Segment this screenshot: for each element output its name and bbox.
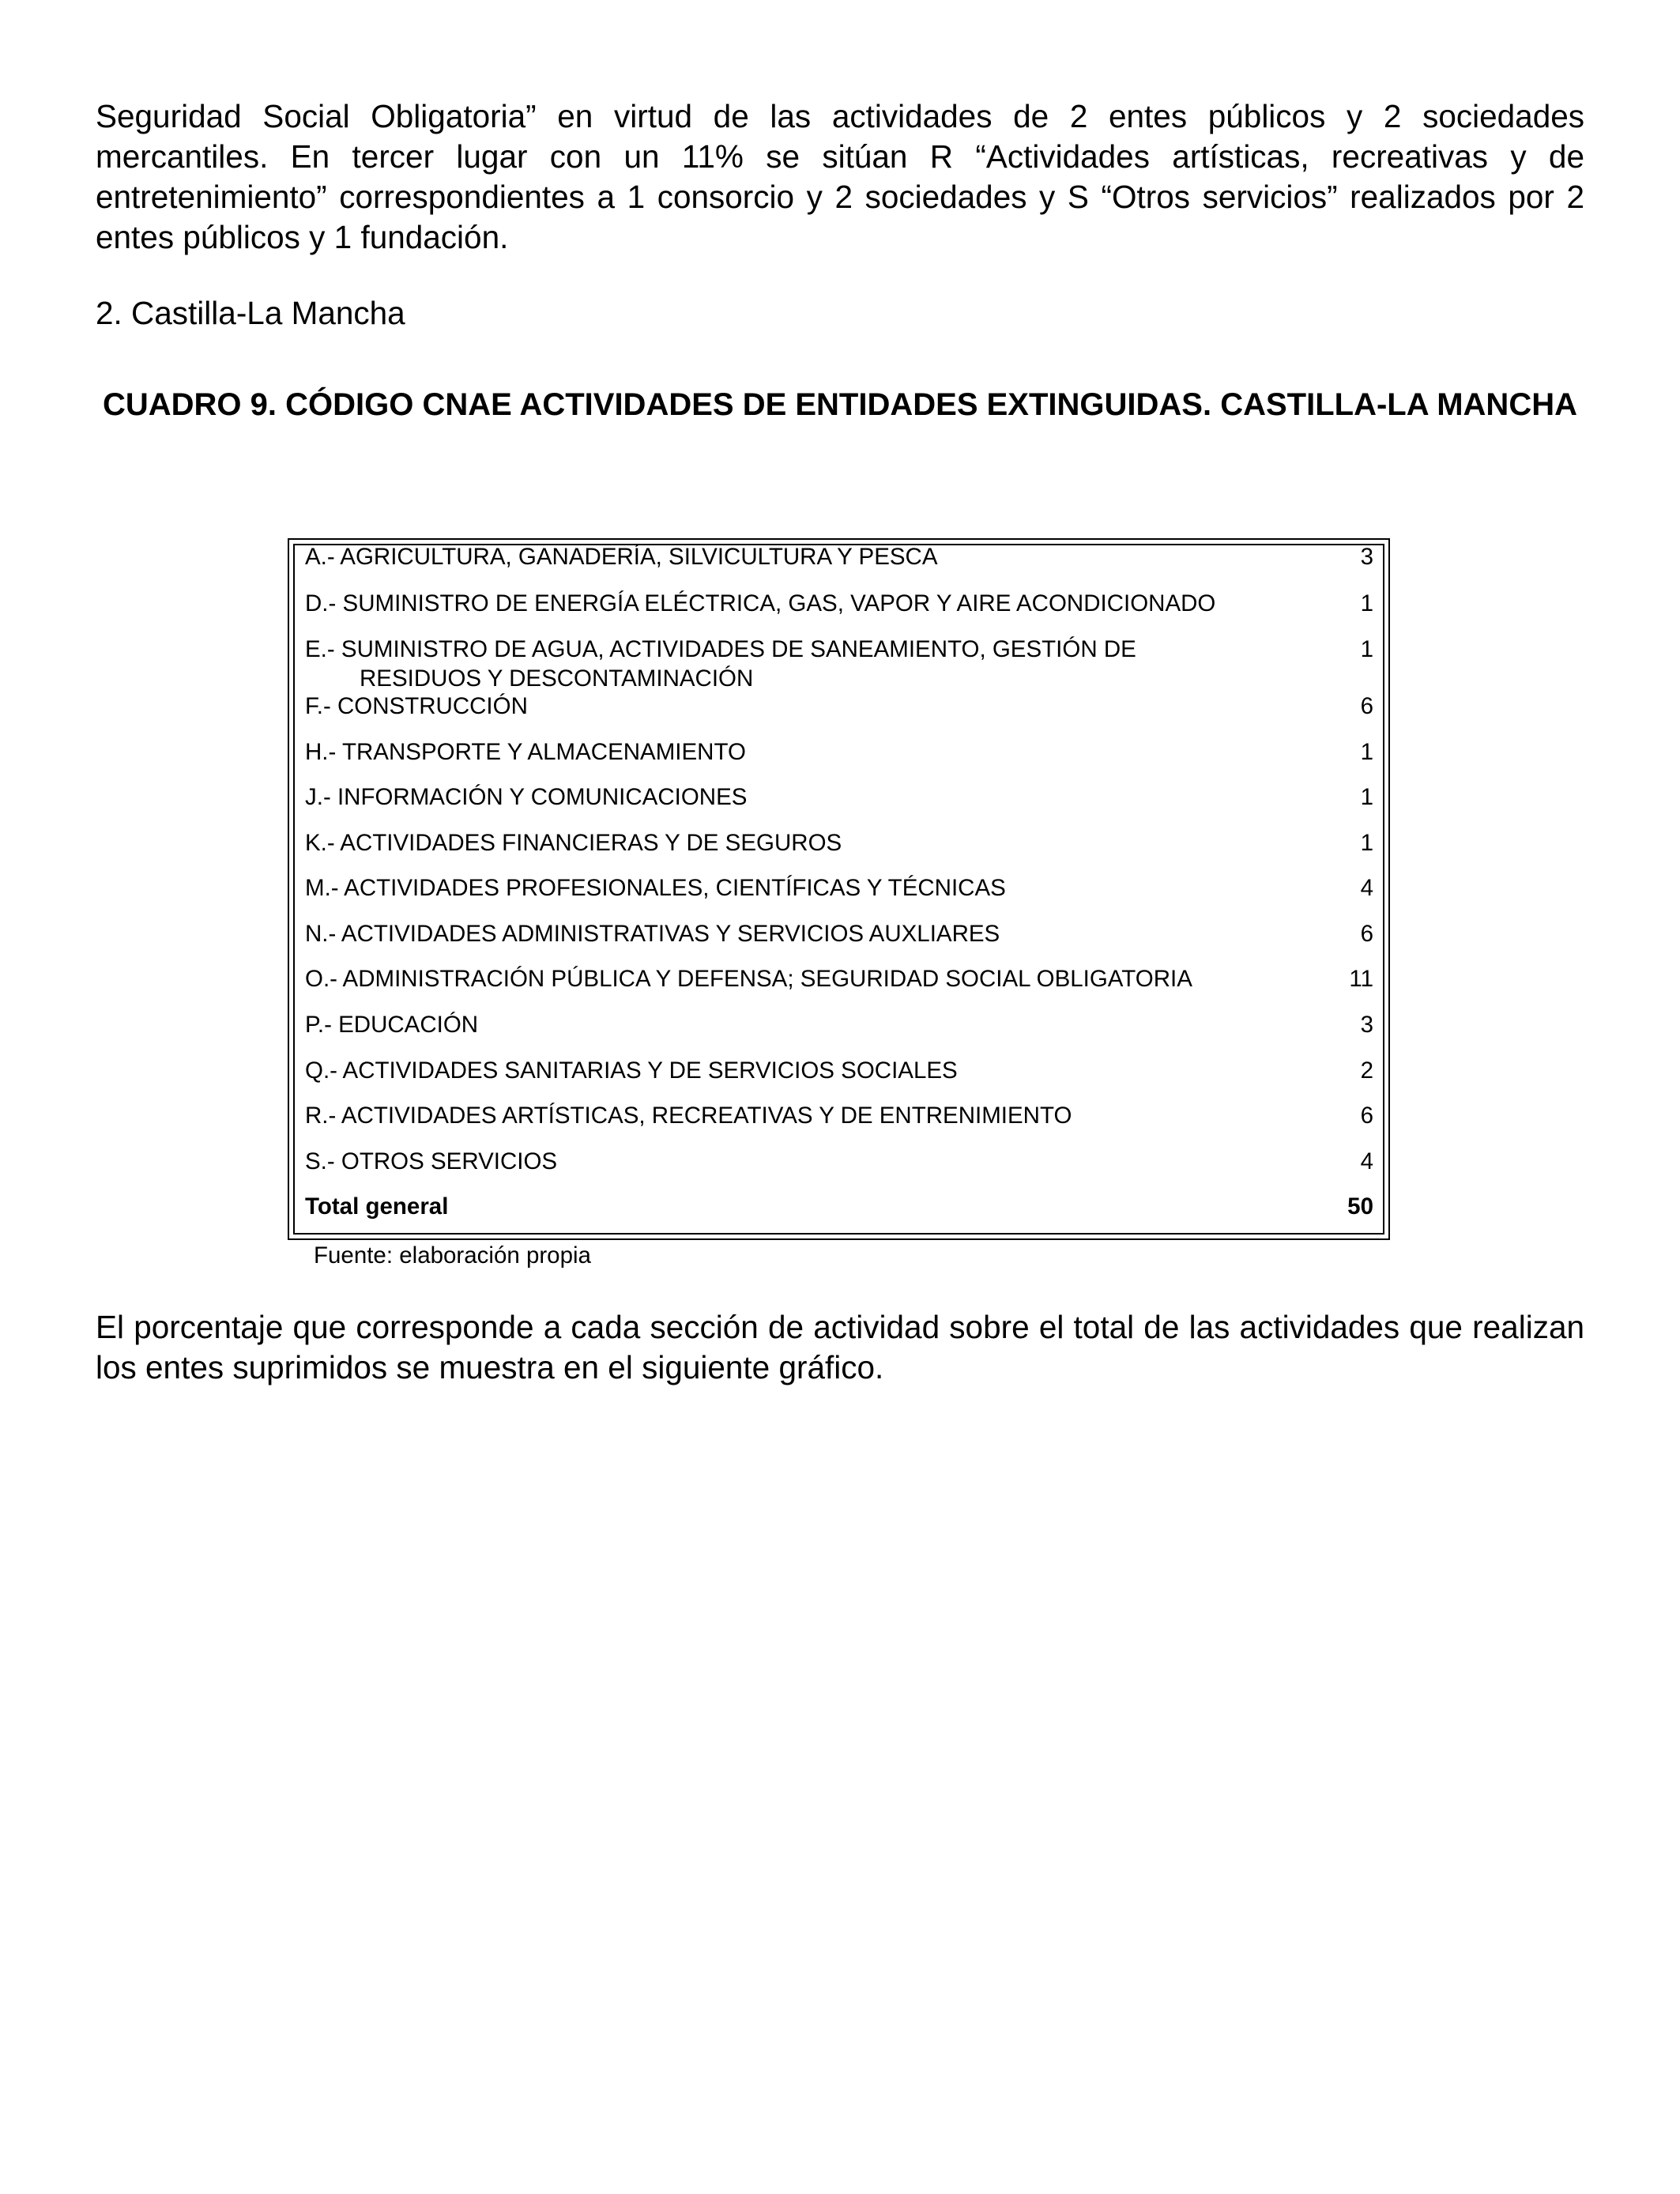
row-label: O.- ADMINISTRACIÓN PÚBLICA Y DEFENSA; SEGURIDAD SOCIAL OBLIGATORIA — [305, 966, 1192, 992]
row-value: 1 — [1360, 830, 1373, 856]
row-label: P.- EDUCACIÓN — [305, 1012, 479, 1038]
table-source-note: Fuente: elaboración propia — [314, 1242, 591, 1269]
row-value: 2 — [1360, 1057, 1373, 1084]
row-value: 3 — [1360, 1012, 1373, 1038]
row-label: R.- ACTIVIDADES ARTÍSTICAS, RECREATIVAS Y DE ENTRENIMIENTO — [305, 1103, 1072, 1129]
section-heading: 2. Castilla-La Mancha — [96, 295, 405, 331]
row-value: 1 — [1360, 636, 1373, 662]
row-value: 6 — [1360, 693, 1373, 719]
row-value: 6 — [1360, 921, 1373, 947]
row-label-line-1: E.- SUMINISTRO DE AGUA, ACTIVIDADES DE SANEAMIENTO, GESTIÓN DE — [305, 636, 1136, 662]
row-label: S.- OTROS SERVICIOS — [305, 1148, 558, 1174]
row-value: 3 — [1360, 544, 1373, 570]
row-label-line-2: RESIDUOS Y DESCONTAMINACIÓN — [360, 665, 754, 692]
row-value: 1 — [1360, 784, 1373, 810]
row-value: 4 — [1360, 1148, 1373, 1174]
row-label: A.- AGRICULTURA, GANADERÍA, SILVICULTURA Y PESCA — [305, 544, 938, 570]
total-value: 50 — [1347, 1193, 1373, 1220]
row-value: 11 — [1349, 966, 1373, 992]
table-title: CUADRO 9. CÓDIGO CNAE ACTIVIDADES DE ENTIDADES EXTINGUIDAS. CASTILLA-LA MANCHA — [103, 387, 1577, 422]
row-label: Q.- ACTIVIDADES SANITARIAS Y DE SERVICIOS SOCIALES — [305, 1057, 958, 1084]
row-label — [305, 635, 1293, 693]
row-label: D.- SUMINISTRO DE ENERGÍA ELÉCTRICA, GAS, VAPOR Y AIRE ACONDICIONADO — [305, 590, 1216, 616]
intro-paragraph: Seguridad Social Obligatoria” en virtud de las actividades de 2 entes públicos y 2 sociedades mercantiles. En tercer lugar con un 11% se sitúan R “Actividades artísticas, recreativas y de entretenimiento” correspondientes a 1 consorcio y 2 sociedades y S “Otros servicios” realizados por 2 entes públicos y 1 fundación. — [96, 98, 1584, 255]
closing-paragraph: El porcentaje que corresponde a cada sección de actividad sobre el total de las actividades que realizan los entes suprimidos se muestra en el siguiente gráfico. — [96, 1309, 1584, 1385]
row-label: H.- TRANSPORTE Y ALMACENAMIENTO — [305, 739, 746, 765]
row-label: K.- ACTIVIDADES FINANCIERAS Y DE SEGUROS — [305, 830, 842, 856]
row-label: M.- ACTIVIDADES PROFESIONALES, CIENTÍFICAS Y TÉCNICAS — [305, 875, 1006, 901]
row-value: 6 — [1360, 1103, 1373, 1129]
row-label: J.- INFORMACIÓN Y COMUNICACIONES — [305, 784, 748, 810]
row-value: 1 — [1360, 590, 1373, 616]
total-label: Total general — [305, 1193, 449, 1220]
row-label: F.- CONSTRUCCIÓN — [305, 693, 528, 719]
row-label: N.- ACTIVIDADES ADMINISTRATIVAS Y SERVICIOS AUXLIARES — [305, 921, 1000, 947]
row-value: 4 — [1360, 875, 1373, 901]
row-value: 1 — [1360, 739, 1373, 765]
